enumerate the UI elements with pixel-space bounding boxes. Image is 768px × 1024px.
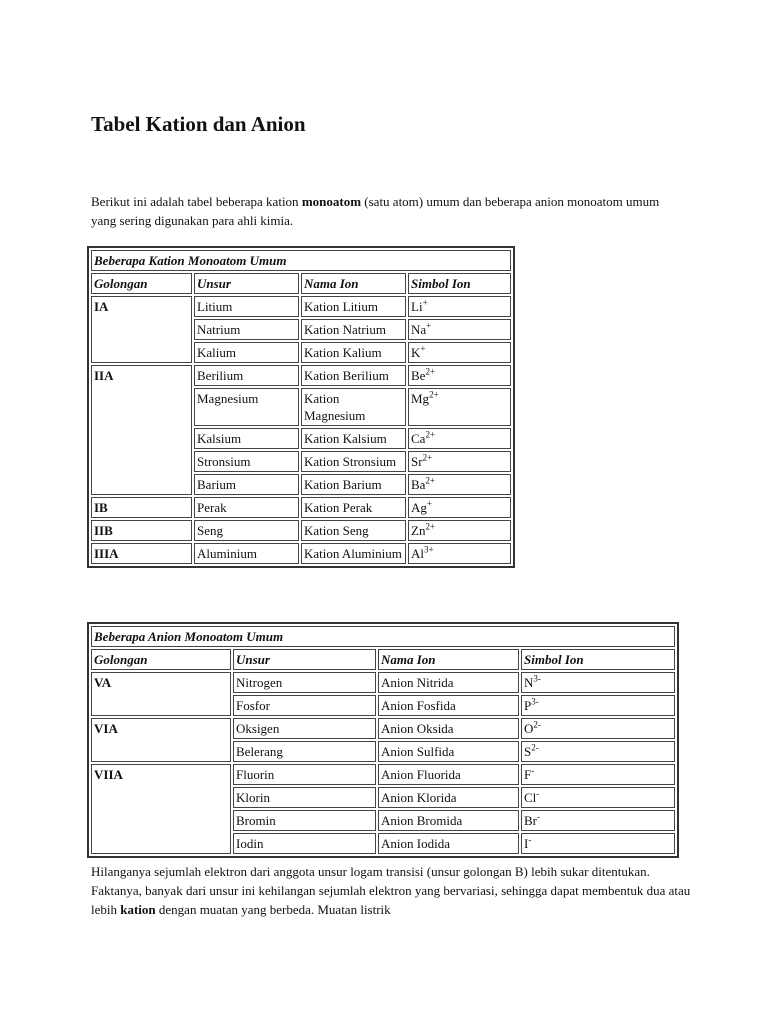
column-header: Golongan xyxy=(91,649,231,670)
unsur-cell: Aluminium xyxy=(194,543,299,564)
unsur-cell: Bromin xyxy=(233,810,376,831)
unsur-cell: Nitrogen xyxy=(233,672,376,693)
ion-symbol: Mg xyxy=(411,391,430,406)
simbol-ion-cell xyxy=(408,451,511,472)
ion-charge: - xyxy=(537,811,540,822)
simbol-ion-cell xyxy=(521,741,675,762)
outro-bold-kation: kation xyxy=(120,902,156,917)
simbol-ion-cell xyxy=(408,296,511,317)
column-header: Unsur xyxy=(233,649,376,670)
anion-table xyxy=(87,622,679,858)
golongan-cell: VIA xyxy=(91,718,231,762)
ion-charge: 2- xyxy=(533,719,541,730)
simbol-ion-cell xyxy=(521,718,675,739)
simbol-ion-cell xyxy=(521,810,675,831)
simbol-ion-cell xyxy=(521,672,675,693)
golongan-cell: IIIA xyxy=(91,543,192,564)
table-row xyxy=(91,365,511,386)
intro-paragraph xyxy=(91,192,681,230)
golongan-cell: IB xyxy=(91,497,192,518)
ion-charge: 2+ xyxy=(425,429,436,440)
unsur-cell: Fosfor xyxy=(233,695,376,716)
table-row xyxy=(91,296,511,317)
nama-ion-cell: Kation Perak xyxy=(301,497,406,518)
intro-text-2: (satu atom) umum dan beberapa anion monoatom umum yang sering digunakan para ahli kimia. xyxy=(91,194,660,228)
ion-symbol: Na xyxy=(411,322,427,337)
caption-row xyxy=(91,250,511,271)
unsur-cell: Oksigen xyxy=(233,718,376,739)
unsur-cell: Klorin xyxy=(233,787,376,808)
ion-charge: 2+ xyxy=(425,521,436,532)
nama-ion-cell: Kation Kalsium xyxy=(301,428,406,449)
header-row xyxy=(91,649,675,670)
ion-symbol: Be xyxy=(411,368,426,383)
nama-ion-cell: Anion Fosfida xyxy=(378,695,519,716)
unsur-cell: Barium xyxy=(194,474,299,495)
unsur-cell: Kalsium xyxy=(194,428,299,449)
nama-ion-cell: Anion Nitrida xyxy=(378,672,519,693)
header-row xyxy=(91,273,511,294)
nama-ion-cell: Kation Magnesium xyxy=(301,388,406,426)
outro-text-2: dengan muatan yang berbeda. Muatan listrik xyxy=(155,902,391,917)
unsur-cell: Stronsium xyxy=(194,451,299,472)
nama-ion-cell: Kation Berilium xyxy=(301,365,406,386)
table-row xyxy=(91,543,511,564)
simbol-ion-cell xyxy=(521,764,675,785)
golongan-cell: VA xyxy=(91,672,231,716)
nama-ion-cell: Anion Oksida xyxy=(378,718,519,739)
simbol-ion-cell xyxy=(408,388,511,426)
simbol-ion-cell xyxy=(408,428,511,449)
column-header: Nama Ion xyxy=(301,273,406,294)
ion-symbol: Al xyxy=(411,546,424,561)
unsur-cell: Natrium xyxy=(194,319,299,340)
ion-symbol: K xyxy=(411,345,421,360)
nama-ion-cell: Kation Litium xyxy=(301,296,406,317)
nama-ion-cell: Kation Barium xyxy=(301,474,406,495)
simbol-ion-cell xyxy=(408,520,511,541)
caption-row xyxy=(91,626,675,647)
ion-symbol: Ag xyxy=(411,500,427,515)
nama-ion-cell: Kation Aluminium xyxy=(301,543,406,564)
unsur-cell: Belerang xyxy=(233,741,376,762)
simbol-ion-cell xyxy=(521,833,675,854)
ion-symbol: P xyxy=(524,698,532,713)
column-header: Golongan xyxy=(91,273,192,294)
ion-charge: + xyxy=(420,343,426,354)
table-row xyxy=(91,497,511,518)
ion-charge: 3+ xyxy=(424,544,434,555)
ion-symbol: Cl xyxy=(524,790,537,805)
ion-symbol: S xyxy=(524,744,532,759)
ion-symbol: I xyxy=(524,836,529,851)
unsur-cell: Berilium xyxy=(194,365,299,386)
outro-paragraph xyxy=(91,862,691,919)
unsur-cell: Iodin xyxy=(233,833,376,854)
simbol-ion-cell xyxy=(408,319,511,340)
unsur-cell: Litium xyxy=(194,296,299,317)
simbol-ion-cell xyxy=(521,695,675,716)
ion-charge: + xyxy=(426,320,432,331)
ion-symbol: Ba xyxy=(411,477,426,492)
ion-charge: - xyxy=(536,788,540,799)
ion-charge: 2+ xyxy=(425,475,436,486)
simbol-ion-cell xyxy=(408,365,511,386)
simbol-ion-cell xyxy=(408,497,511,518)
unsur-cell: Seng xyxy=(194,520,299,541)
nama-ion-cell: Kation Stronsium xyxy=(301,451,406,472)
table-row xyxy=(91,718,675,739)
column-header: Simbol Ion xyxy=(521,649,675,670)
column-header: Unsur xyxy=(194,273,299,294)
ion-charge: + xyxy=(422,297,428,308)
table-row xyxy=(91,672,675,693)
ion-charge: + xyxy=(426,498,432,509)
intro-bold-monoatom: monoatom xyxy=(301,194,362,209)
simbol-ion-cell xyxy=(408,342,511,363)
ion-symbol: Sr xyxy=(411,454,423,469)
nama-ion-cell: Kation Kalium xyxy=(301,342,406,363)
table-row xyxy=(91,764,675,785)
golongan-cell: IA xyxy=(91,296,192,363)
ion-charge: - xyxy=(531,765,535,776)
ion-charge: 2+ xyxy=(425,366,436,377)
nama-ion-cell: Kation Seng xyxy=(301,520,406,541)
ion-symbol: Br xyxy=(524,813,537,828)
nama-ion-cell: Kation Natrium xyxy=(301,319,406,340)
kation-table xyxy=(87,246,515,568)
ion-charge: 2+ xyxy=(422,452,433,463)
nama-ion-cell: Anion Iodida xyxy=(378,833,519,854)
ion-charge: 3- xyxy=(533,673,541,684)
intro-text-1: Berikut ini adalah tabel beberapa kation xyxy=(91,194,302,209)
column-header: Simbol Ion xyxy=(408,273,511,294)
ion-charge: 2+ xyxy=(429,389,439,400)
nama-ion-cell: Anion Sulfida xyxy=(378,741,519,762)
table-row xyxy=(91,520,511,541)
ion-charge: - xyxy=(528,834,532,845)
ion-charge: 2- xyxy=(531,742,539,753)
unsur-cell: Perak xyxy=(194,497,299,518)
page-title: Tabel Kation dan Anion xyxy=(91,112,306,136)
ion-symbol: F xyxy=(524,767,532,782)
unsur-cell: Kalium xyxy=(194,342,299,363)
golongan-cell: IIA xyxy=(91,365,192,495)
golongan-cell: IIB xyxy=(91,520,192,541)
outro-text-1: Hilanganya sejumlah elektron dari anggota unsur logam transisi (unsur golongan B) lebih sukar ditentukan. Faktanya, banyak dari unsur ini kehilangan sejumlah elektron yang bervariasi, sehingga dapat membentuk dua atau lebih xyxy=(91,864,691,917)
simbol-ion-cell xyxy=(408,543,511,564)
simbol-ion-cell xyxy=(408,474,511,495)
ion-symbol: Li xyxy=(411,299,423,314)
ion-charge: 3- xyxy=(531,696,539,707)
ion-symbol: N xyxy=(524,675,534,690)
nama-ion-cell: Anion Klorida xyxy=(378,787,519,808)
ion-symbol: Zn xyxy=(411,523,426,538)
unsur-cell: Fluorin xyxy=(233,764,376,785)
column-header: Nama Ion xyxy=(378,649,519,670)
golongan-cell: VIIA xyxy=(91,764,231,854)
table-caption: Beberapa Kation Monoatom Umum xyxy=(91,250,511,271)
nama-ion-cell: Anion Bromida xyxy=(378,810,519,831)
ion-symbol: O xyxy=(524,721,534,736)
nama-ion-cell: Anion Fluorida xyxy=(378,764,519,785)
table-caption: Beberapa Anion Monoatom Umum xyxy=(91,626,675,647)
simbol-ion-cell xyxy=(521,787,675,808)
unsur-cell: Magnesium xyxy=(194,388,299,426)
ion-symbol: Ca xyxy=(411,431,426,446)
